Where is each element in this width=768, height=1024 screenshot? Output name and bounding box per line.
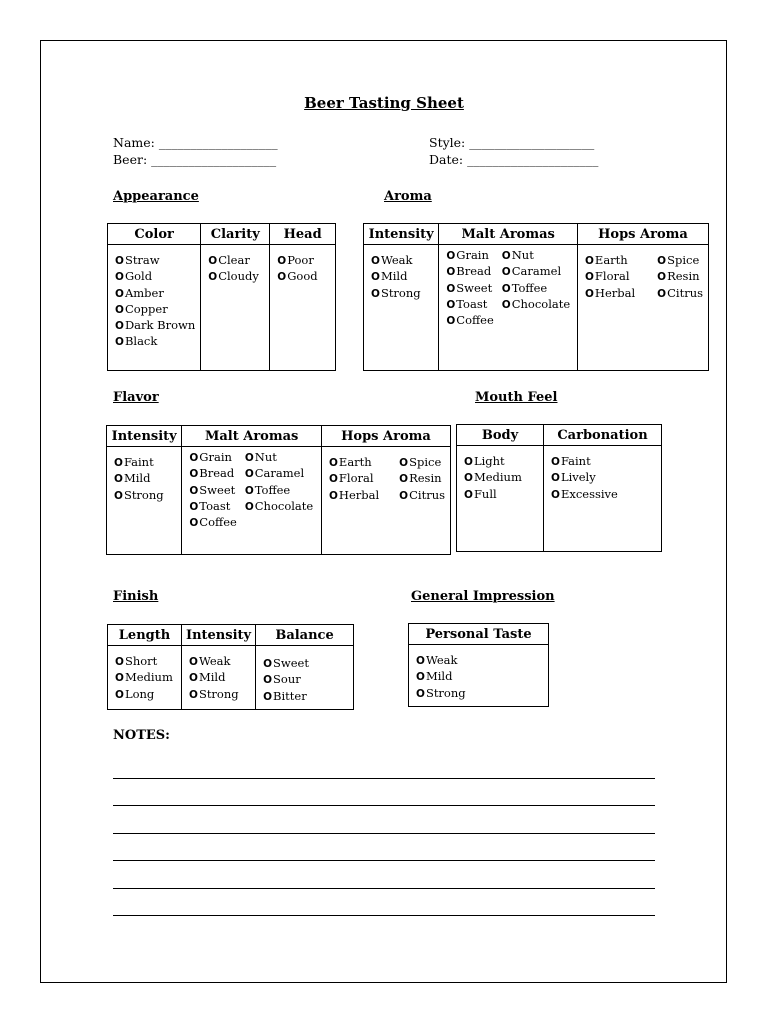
aroma-hops-header: Hops Aroma (577, 224, 708, 245)
radio-option[interactable]: O Caramel (502, 264, 570, 280)
aroma-intensity-options[interactable] (364, 245, 439, 371)
note-line[interactable] (113, 915, 655, 916)
clarity-options[interactable] (201, 245, 270, 371)
radio-option[interactable]: O Spice (657, 253, 703, 269)
length-options[interactable] (108, 646, 182, 710)
radio-option[interactable]: O Herbal (329, 488, 379, 504)
page-title: Beer Tasting Sheet (304, 94, 464, 112)
body-header: Body (457, 425, 544, 446)
aroma-hops-options[interactable] (577, 245, 708, 371)
radio-option[interactable]: O Sweet (189, 483, 236, 499)
radio-option[interactable]: O Bread (189, 466, 236, 482)
radio-option[interactable]: O Cloudy (208, 269, 264, 285)
radio-option[interactable]: O Strong (416, 686, 543, 702)
radio-option[interactable]: O Coffee (446, 313, 493, 329)
color-options[interactable] (108, 245, 201, 371)
name-field[interactable]: Name: ___________________ (113, 135, 278, 150)
aroma-table (363, 223, 709, 371)
radio-option[interactable]: O Chocolate (502, 297, 570, 313)
radio-option[interactable]: O Strong (114, 488, 176, 504)
radio-option[interactable]: O Short (115, 654, 176, 670)
radio-option[interactable]: O Lively (551, 470, 656, 486)
carbonation-options[interactable] (544, 446, 662, 552)
radio-option[interactable]: O Gold (115, 269, 195, 285)
finish-intensity-options[interactable] (182, 646, 256, 710)
note-line[interactable] (113, 805, 655, 806)
finish-table (107, 624, 354, 710)
radio-option[interactable]: O Full (464, 487, 538, 503)
radio-option[interactable]: O Earth (329, 455, 379, 471)
radio-option[interactable]: O Grain (189, 450, 236, 466)
radio-option[interactable]: O Citrus (399, 488, 445, 504)
radio-option[interactable]: O Strong (189, 687, 250, 703)
note-line[interactable] (113, 778, 655, 779)
aroma-intensity-header: Intensity (364, 224, 439, 245)
radio-option[interactable]: O Mild (416, 669, 543, 685)
length-header: Length (108, 625, 182, 646)
flavor-malt-options[interactable] (182, 447, 322, 555)
radio-option[interactable]: O Faint (551, 454, 656, 470)
clarity-header: Clarity (201, 224, 270, 245)
aroma-heading: Aroma (384, 189, 432, 204)
note-line[interactable] (113, 860, 655, 861)
radio-option[interactable]: O Dark Brown (115, 318, 195, 334)
general-table (408, 623, 549, 707)
radio-option[interactable]: O Nut (502, 248, 570, 264)
flavor-heading: Flavor (113, 390, 159, 405)
radio-option[interactable]: O Weak (371, 253, 433, 269)
radio-option[interactable]: O Toast (446, 297, 493, 313)
radio-option[interactable]: O Grain (446, 248, 493, 264)
radio-option[interactable]: O Poor (277, 253, 330, 269)
personal-taste-options[interactable] (409, 645, 549, 707)
radio-option[interactable]: O Earth (585, 253, 635, 269)
mouthfeel-table (456, 424, 662, 552)
style-field[interactable]: Style: ____________________ (429, 135, 595, 150)
radio-option[interactable]: O Spice (399, 455, 445, 471)
radio-option[interactable]: O Sweet (446, 281, 493, 297)
head-header: Head (270, 224, 336, 245)
general-heading: General Impression (411, 589, 555, 604)
radio-option[interactable]: O Bitter (263, 689, 348, 705)
radio-option[interactable]: O Citrus (657, 286, 703, 302)
notes-label: NOTES: (113, 728, 170, 743)
radio-option[interactable]: O Toast (189, 499, 236, 515)
radio-option[interactable]: O Clear (208, 253, 264, 269)
radio-option[interactable]: O Weak (189, 654, 250, 670)
appearance-heading: Appearance (113, 189, 199, 204)
radio-option[interactable]: O Nut (245, 450, 313, 466)
radio-option[interactable]: O Long (115, 687, 176, 703)
personal-taste-header: Personal Taste (409, 624, 549, 645)
radio-option[interactable]: O Amber (115, 286, 195, 302)
radio-option[interactable]: O Mild (114, 471, 176, 487)
radio-option[interactable]: O Toffee (245, 483, 313, 499)
radio-option[interactable]: O Medium (115, 670, 176, 686)
flavor-intensity-options[interactable] (107, 447, 182, 555)
balance-options[interactable] (256, 646, 354, 710)
color-header: Color (108, 224, 201, 245)
note-line[interactable] (113, 833, 655, 834)
balance-header: Balance (256, 625, 354, 646)
radio-option[interactable]: O Good (277, 269, 330, 285)
radio-option[interactable]: O Herbal (585, 286, 635, 302)
radio-option[interactable]: O Mild (189, 670, 250, 686)
flavor-intensity-header: Intensity (107, 426, 182, 447)
radio-option[interactable]: O Bread (446, 264, 493, 280)
beer-field[interactable]: Beer: ____________________ (113, 152, 277, 167)
radio-option[interactable]: O Chocolate (245, 499, 313, 515)
radio-option[interactable]: O Resin (399, 471, 445, 487)
appearance-table (107, 223, 336, 371)
radio-option[interactable]: O Floral (329, 471, 379, 487)
flavor-malt-header: Malt Aromas (182, 426, 322, 447)
radio-option[interactable]: O Black (115, 334, 195, 350)
radio-option[interactable]: O Resin (657, 269, 703, 285)
radio-option[interactable]: O Floral (585, 269, 635, 285)
flavor-hops-header: Hops Aroma (321, 426, 450, 447)
aroma-malt-options[interactable] (439, 245, 578, 371)
radio-option[interactable]: O Copper (115, 302, 195, 318)
flavor-hops-options[interactable] (321, 447, 450, 555)
head-options[interactable] (270, 245, 336, 371)
radio-option[interactable]: O Toffee (502, 281, 570, 297)
radio-option[interactable]: O Caramel (245, 466, 313, 482)
finish-heading: Finish (113, 589, 159, 604)
note-line[interactable] (113, 888, 655, 889)
radio-option[interactable]: O Strong (371, 286, 433, 302)
finish-intensity-header: Intensity (182, 625, 256, 646)
radio-option[interactable]: O Faint (114, 455, 176, 471)
flavor-table (106, 425, 451, 555)
radio-option[interactable]: O Sweet (263, 656, 348, 672)
radio-option[interactable]: O Light (464, 454, 538, 470)
radio-option[interactable]: O Sour (263, 672, 348, 688)
aroma-malt-header: Malt Aromas (439, 224, 578, 245)
body-options[interactable] (457, 446, 544, 552)
radio-option[interactable]: O Medium (464, 470, 538, 486)
radio-option[interactable]: O Coffee (189, 515, 236, 531)
carbonation-header: Carbonation (544, 425, 662, 446)
radio-option[interactable]: O Excessive (551, 487, 656, 503)
date-field[interactable]: Date: _____________________ (429, 152, 599, 167)
radio-option[interactable]: O Mild (371, 269, 433, 285)
radio-option[interactable]: O Weak (416, 653, 543, 669)
radio-option[interactable]: O Straw (115, 253, 195, 269)
mouthfeel-heading: Mouth Feel (475, 390, 558, 405)
